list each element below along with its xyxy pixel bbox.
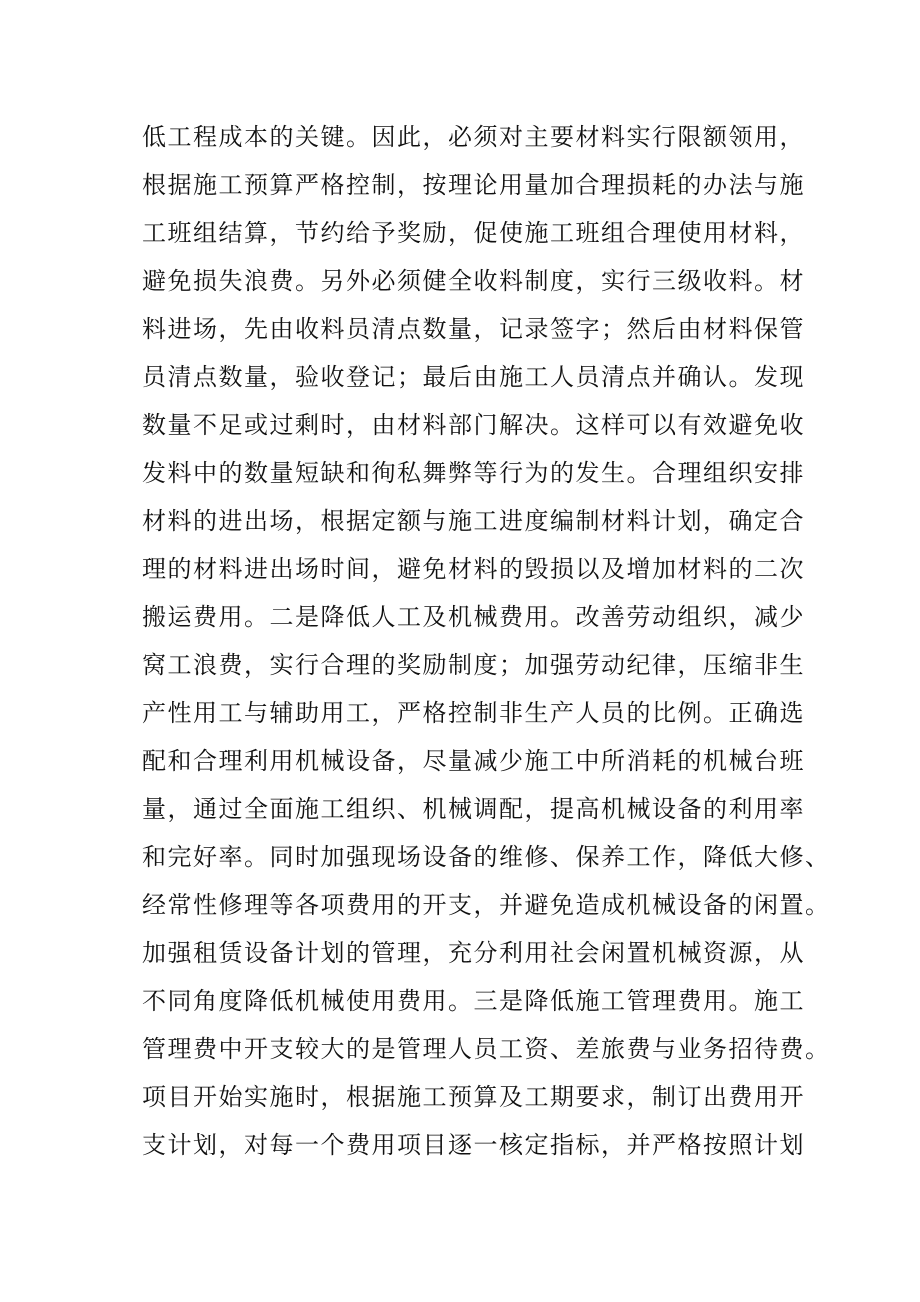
text-line: 理的材料进出场时间，避免材料的毁损以及增加材料的二次 [142,555,805,583]
text-line: 员清点数量，验收登记；最后由施工人员清点并确认。发现 [142,363,805,391]
text-line: 数量不足或过剩时，由材料部门解决。这样可以有效避免收 [142,411,805,439]
text-line: 搬运费用。二是降低人工及机械费用。改善劳动组织，减少 [142,603,805,631]
text-line: 经常性修理等各项费用的开支，并避免造成机械设备的闲置。 [142,891,831,919]
text-line: 根据施工预算严格控制，按理论用量加合理损耗的办法与施 [142,171,805,199]
text-line: 发料中的数量短缺和徇私舞弊等行为的发生。合理组织安排 [142,459,805,487]
text-line: 窝工浪费，实行合理的奖励制度；加强劳动纪律，压缩非生 [142,651,805,679]
text-line: 配和合理利用机械设备，尽量减少施工中所消耗的机械台班 [142,747,805,775]
text-line: 和完好率。同时加强现场设备的维修、保养工作，降低大修、 [142,843,831,871]
text-line: 加强租赁设备计划的管理，充分利用社会闲置机械资源，从 [142,939,805,967]
text-line: 产性用工与辅助用工，严格控制非生产人员的比例。正确选 [142,699,805,727]
text-line: 项目开始实施时，根据施工预算及工期要求，制订出费用开 [142,1083,805,1111]
body-text [142,113,831,1169]
text-line: 不同角度降低机械使用费用。三是降低施工管理费用。施工 [142,987,805,1015]
text-line: 工班组结算，节约给予奖励，促使施工班组合理使用材料， [142,219,805,247]
text-line: 料进场，先由收料员清点数量，记录签字；然后由材料保管 [142,315,805,343]
text-line: 避免损失浪费。另外必须健全收料制度，实行三级收料。材 [142,267,805,295]
text-line: 支计划，对每一个费用项目逐一核定指标，并严格按照计划 [142,1131,805,1159]
text-line: 管理费中开支较大的是管理人员工资、差旅费与业务招待费。 [142,1035,831,1063]
text-line: 低工程成本的关键。因此，必须对主要材料实行限额领用， [142,123,805,151]
text-line: 材料的进出场，根据定额与施工进度编制材料计划，确定合 [142,507,805,535]
text-line: 量，通过全面施工组织、机械调配，提高机械设备的利用率 [142,795,805,823]
